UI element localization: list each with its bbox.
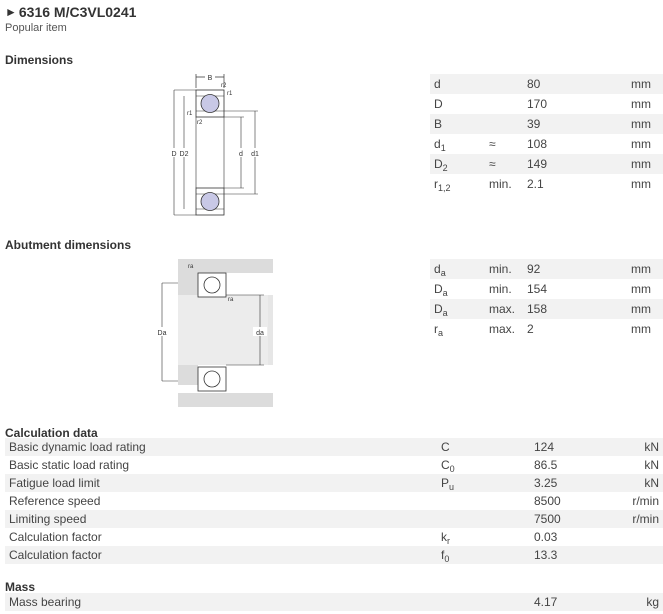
- table-row: [5, 474, 663, 492]
- unit-cell: kg: [646, 595, 659, 609]
- qualifier-cell: ≈: [489, 157, 496, 171]
- label-cell: Fatigue load limit: [9, 476, 100, 490]
- unit-cell: kN: [644, 476, 659, 490]
- symbol-subscript: 1,2: [438, 183, 451, 193]
- symbol-cell: [441, 528, 534, 546]
- symbol: D: [434, 97, 443, 111]
- qualifier-cell: [489, 114, 527, 134]
- calculation-heading: Calculation data: [5, 426, 98, 440]
- table-row: [5, 510, 663, 528]
- table-row: [5, 593, 663, 611]
- abutment-table: [430, 259, 663, 339]
- symbol: k: [441, 530, 447, 544]
- symbol-cell: [430, 114, 489, 134]
- table-row: [430, 279, 663, 299]
- symbol: d: [434, 137, 441, 151]
- qualifier-cell: max.: [489, 302, 516, 316]
- symbol: f: [441, 548, 445, 562]
- table-row: [430, 259, 663, 279]
- table-row: [430, 134, 663, 154]
- symbol: C: [441, 440, 450, 454]
- qualifier-cell: min.: [489, 282, 512, 296]
- value-cell: 39: [527, 117, 541, 131]
- unit-cell: mm: [631, 97, 651, 111]
- table-row: [5, 528, 663, 546]
- symbol-cell: [430, 154, 489, 174]
- value-cell: 124: [534, 440, 555, 454]
- qualifier-cell: min.: [489, 262, 512, 276]
- unit-cell: [624, 528, 663, 546]
- qualifier-cell: [489, 94, 527, 114]
- symbol-subscript: a: [442, 288, 448, 298]
- symbol: d: [434, 77, 441, 91]
- symbol-cell: [441, 593, 534, 611]
- unit-cell: kN: [644, 458, 659, 472]
- label-d2: D2: [179, 151, 189, 158]
- symbol-cell: [430, 94, 489, 114]
- symbol-cell: [430, 319, 489, 339]
- label-cell: Mass bearing: [9, 595, 82, 609]
- symbol: D: [434, 302, 443, 316]
- symbol: P: [441, 476, 450, 490]
- value-cell: 8500: [534, 494, 561, 508]
- unit-cell: mm: [631, 322, 651, 336]
- label-cell: Calculation factor: [9, 548, 102, 562]
- label-b: B: [207, 75, 213, 82]
- popular-item-label: Popular item: [5, 22, 67, 34]
- symbol-subscript: u: [449, 482, 455, 492]
- symbol-cell: [430, 134, 489, 154]
- abutment-diagram: [150, 255, 275, 410]
- unit-cell: kN: [644, 440, 659, 454]
- unit-cell: mm: [631, 282, 651, 296]
- table-row: [5, 546, 663, 564]
- value-cell: 2: [527, 322, 534, 336]
- symbol-cell: [430, 74, 489, 94]
- symbol: D: [434, 157, 443, 171]
- label-d1: d1: [251, 151, 259, 158]
- symbol-subscript: 0: [449, 464, 455, 474]
- label-cell: Reference speed: [9, 494, 101, 508]
- table-row: [5, 456, 663, 474]
- qualifier-cell: max.: [489, 322, 516, 336]
- symbol-cell: [430, 259, 489, 279]
- symbol: B: [434, 117, 443, 131]
- symbol-subscript: 1: [440, 143, 446, 153]
- label-ra-top: ra: [188, 264, 194, 270]
- label-da-inner: da: [256, 330, 264, 337]
- symbol-subscript: 2: [442, 163, 448, 173]
- symbol: D: [434, 282, 443, 296]
- value-cell: 3.25: [534, 476, 558, 490]
- unit-cell: r/min: [632, 512, 659, 526]
- label-ra-right: ra: [228, 297, 234, 303]
- label-cell: Calculation factor: [9, 530, 102, 544]
- unit-cell: mm: [631, 157, 651, 171]
- unit-cell: mm: [631, 117, 651, 131]
- label-r1-left: r1: [187, 111, 193, 117]
- symbol: d: [434, 262, 441, 276]
- label-d: d: [239, 151, 243, 158]
- symbol-cell: [441, 546, 534, 564]
- value-cell: 86.5: [534, 458, 558, 472]
- dimensions-table: [430, 74, 663, 194]
- unit-cell: mm: [631, 137, 651, 151]
- table-row: [430, 319, 663, 339]
- label-r2-top: r2: [221, 83, 227, 89]
- value-cell: 108: [527, 137, 548, 151]
- unit-cell: mm: [631, 262, 651, 276]
- label-da-outer: Da: [157, 330, 167, 337]
- label-r1-top: r1: [227, 91, 233, 97]
- symbol-cell: [430, 299, 489, 319]
- symbol-subscript: a: [442, 308, 448, 318]
- label-d-outer: D: [171, 151, 177, 158]
- triangle-right-icon: ►: [5, 5, 17, 19]
- label-cell: Limiting speed: [9, 512, 87, 526]
- value-cell: 80: [527, 77, 541, 91]
- symbol: r: [434, 177, 438, 191]
- value-cell: 149: [527, 157, 548, 171]
- abutment-heading: Abutment dimensions: [5, 238, 132, 252]
- symbol-cell: [441, 492, 534, 510]
- symbol-cell: [441, 456, 534, 474]
- label-r2-left: r2: [197, 120, 203, 126]
- symbol-cell: [430, 279, 489, 299]
- table-row: [430, 299, 663, 319]
- table-row: [430, 174, 663, 194]
- symbol: r: [434, 322, 438, 336]
- qualifier-cell: ≈: [489, 137, 496, 151]
- table-row: [5, 492, 663, 510]
- symbol: C: [441, 458, 450, 472]
- symbol-cell: [441, 474, 534, 492]
- qualifier-cell: min.: [489, 177, 512, 191]
- unit-cell: mm: [631, 177, 651, 191]
- calculation-table: [5, 438, 663, 564]
- symbol-cell: [430, 174, 489, 194]
- value-cell: 0.03: [534, 530, 558, 544]
- symbol-subscript: r: [447, 536, 450, 546]
- symbol-subscript: a: [438, 328, 444, 338]
- value-cell: 7500: [534, 512, 561, 526]
- table-row: [430, 154, 663, 174]
- qualifier-cell: [489, 74, 527, 94]
- value-cell: 158: [527, 302, 548, 316]
- value-cell: 13.3: [534, 548, 558, 562]
- table-row: [5, 438, 663, 456]
- unit-cell: mm: [631, 302, 651, 316]
- unit-cell: r/min: [632, 494, 659, 508]
- mass-table: [5, 593, 663, 611]
- symbol-subscript: 0: [444, 554, 450, 564]
- unit-cell: mm: [631, 77, 651, 91]
- label-cell: Basic dynamic load rating: [9, 440, 146, 454]
- symbol-cell: [441, 438, 534, 456]
- title-row: [5, 4, 136, 20]
- table-row: [430, 114, 663, 134]
- table-row: [430, 94, 663, 114]
- value-cell: 2.1: [527, 177, 544, 191]
- mass-heading: Mass: [5, 580, 36, 594]
- unit-cell: [624, 546, 663, 564]
- table-row: [430, 74, 663, 94]
- symbol-subscript: a: [440, 268, 446, 278]
- value-cell: 4.17: [534, 595, 558, 609]
- value-cell: 154: [527, 282, 548, 296]
- value-cell: 92: [527, 262, 541, 276]
- dimensions-heading: Dimensions: [5, 53, 74, 67]
- page-title: 6316 M/C3VL0241: [18, 4, 137, 20]
- symbol-cell: [441, 510, 534, 528]
- label-cell: Basic static load rating: [9, 458, 130, 472]
- bearing-dimensions-diagram: [160, 70, 270, 220]
- value-cell: 170: [527, 97, 548, 111]
